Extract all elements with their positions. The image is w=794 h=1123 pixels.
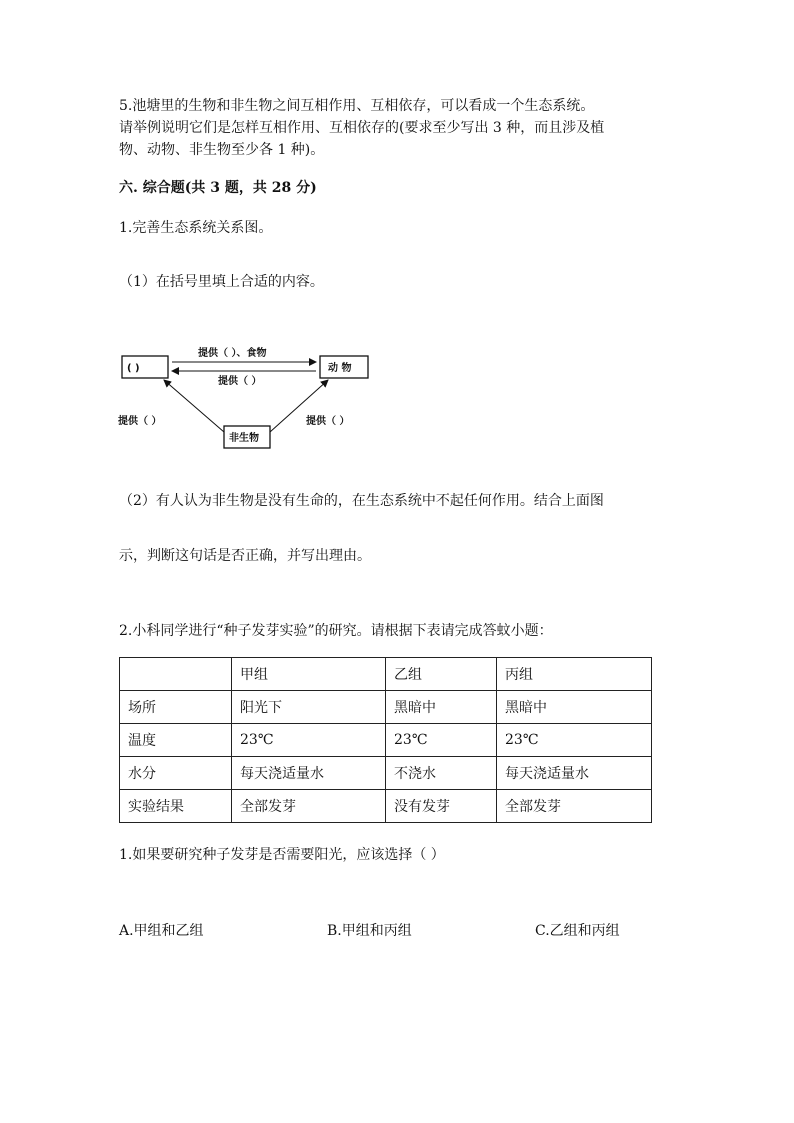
ecosystem-diagram [116,338,386,456]
table-cell: 23℃ [497,724,652,757]
table-cell: 每天浇适量水 [497,757,652,790]
table-cell: 甲组 [232,658,386,691]
q1-sub2-line-1: （2）有人认为非生物是没有生命的，在生态系统中不起任何作用。结合上面图 [119,493,604,509]
table-cell: 黑暗中 [497,691,652,724]
table-cell: 23℃ [386,724,497,757]
q5-line-2: 请举例说明它们是怎样互相作用、互相依存的(要求至少写出 3 种，而且涉及植 [119,120,605,136]
table-cell: 全部发芽 [497,790,652,823]
table-row [120,691,652,724]
experiment-table [119,657,652,823]
table-cell: 全部发芽 [232,790,386,823]
q2-title: 2.小科同学进行“种子发芽实验”的研究。请根据下表请完成答蚊小题： [119,623,553,639]
section-6-heading: 六. 综合题(共 3 题，共 28 分) [119,180,317,196]
q1-title: 1.完善生态系统关系图。 [119,220,273,236]
q5-line-3: 物、动物、非生物至少各 1 种)。 [119,142,325,158]
table-cell: 黑暗中 [386,691,497,724]
q1-sub2-line-2: 示，判断这句话是否正确，并写出理由。 [119,548,371,564]
q2-sub-question: 1.如果要研究种子发芽是否需要阳光，应该选择（ ） [119,847,445,863]
table-cell: 不浇水 [386,757,497,790]
option-b: B.甲组和丙组 [327,923,412,939]
table-cell: 阳光下 [232,691,386,724]
option-a: A.甲组和乙组 [119,923,204,939]
nonliving-box-label: 非生物 [229,433,259,444]
animal-box-label: 动 物 [328,363,352,374]
table-row [120,757,652,790]
table-cell [120,658,232,691]
table-cell: 没有发芽 [386,790,497,823]
right-diag-label: 提供（ ） [306,416,350,427]
option-c: C.乙组和丙组 [535,923,620,939]
table-cell: 温度 [120,724,232,757]
q1-sub1: （1）在括号里填上合适的内容。 [119,274,324,290]
table-header-row [120,658,652,691]
table-cell: 水分 [120,757,232,790]
q5-line-1: 5.池塘里的生物和非生物之间互相作用、互相依存，可以看成一个生态系统。 [119,98,595,114]
table-cell: 乙组 [386,658,497,691]
table-cell: 丙组 [497,658,652,691]
top-arrow-label: 提供（ ）、食物 [198,348,267,359]
left-diag-label: 提供（ ） [118,416,162,427]
table-cell: 23℃ [232,724,386,757]
table-row [120,724,652,757]
table-cell: 场所 [120,691,232,724]
arrow-nonliving-to-plant [164,380,224,432]
table-row [120,790,652,823]
table-cell: 实验结果 [120,790,232,823]
mid-arrow-label: 提供（ ） [218,376,262,387]
plant-box-label: ( ) [127,363,140,374]
table-cell: 每天浇适量水 [232,757,386,790]
